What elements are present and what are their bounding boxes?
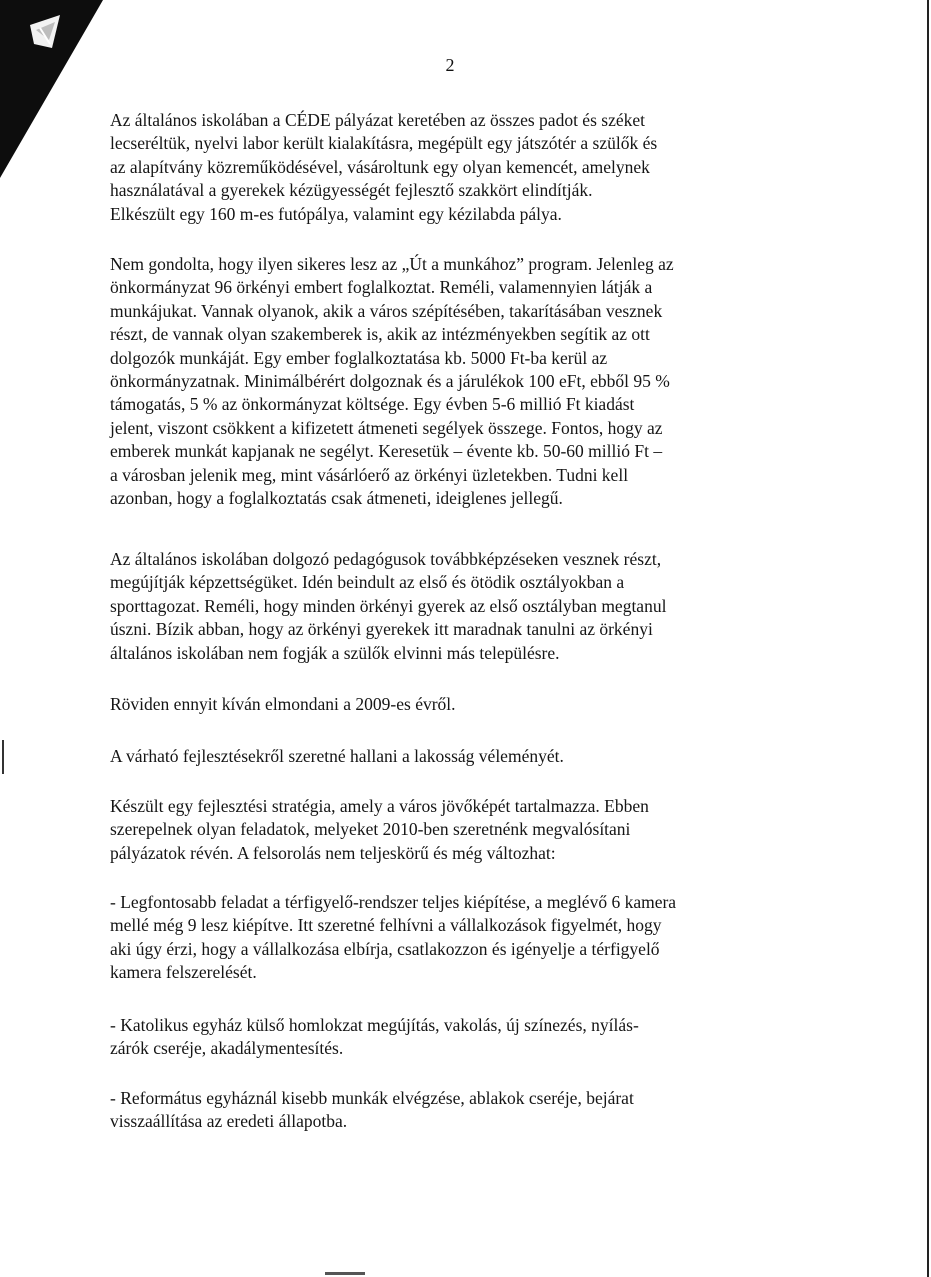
text-line: - Legfontosabb feladat a térfigyelő-rendszer teljes kiépítése, a meglévő 6 kamera	[110, 892, 677, 912]
text-line: azonban, hogy a foglalkoztatás csak átmeneti, ideiglenes jellegű.	[110, 488, 563, 509]
text-line: jelent, viszont csökkent a kifizetett átmeneti segélyek összege. Fontos, hogy az	[110, 417, 663, 438]
text-line: mellé még 9 lesz kiépítve. Itt szeretné felhívni a vállalkozások figyelmét, hogy	[110, 915, 662, 936]
page-number: 2	[445, 55, 455, 75]
text-line: részt, de vannak olyan szakemberek is, akik az intézményekben segítik az ott	[110, 324, 650, 345]
text-line: sporttagozat. Reméli, hogy minden örkényi gyerek az első osztályban megtanul	[110, 595, 667, 616]
text-line: szerepelnek olyan feladatok, melyeket 2010-ben szeretnénk megvalósítani	[110, 819, 631, 840]
scan-right-edge	[927, 0, 929, 1277]
text-line: munkájukat. Vannak olyanok, akik a város szépítésében, takarításában vesznek	[110, 300, 663, 321]
text-line: - Katolikus egyház külső homlokzat megújítás, vakolás, új színezés, nyílás-	[110, 1015, 639, 1035]
scan-corner-artifact	[0, 0, 110, 190]
text-line: kamera felszerelését.	[110, 962, 257, 983]
paragraph-expected-developments	[110, 745, 810, 768]
text-line: zárók cseréje, akadálymentesítés.	[110, 1038, 344, 1059]
scan-left-edge-mark	[2, 740, 4, 774]
list-item-reformed-church	[110, 1087, 810, 1134]
text-line: lecseréltük, nyelvi labor került kialakításra, megépült egy játszótér a szülők és	[110, 133, 658, 154]
text-line: úszni. Bízik abban, hogy az örkényi gyerekek itt maradnak tanulni az örkényi	[110, 619, 653, 640]
text-line: támogatás, 5 % az önkormányzat költsége. Egy évben 5-6 millió Ft kiadást	[110, 394, 635, 415]
text-line: Nem gondolta, hogy ilyen sikeres lesz az „Út a munkához” program. Jelenleg az	[110, 254, 674, 274]
text-line: pályázatok révén. A felsorolás nem teljeskörű és még változhat:	[110, 842, 556, 863]
text-line: emberek munkát kapjanak ne segélyt. Keresetük – évente kb. 50-60 millió Ft –	[110, 441, 663, 462]
text-line: A várható fejlesztésekről szeretné hallani a lakosság véleményét.	[110, 746, 564, 766]
paragraph-school-renovation	[110, 109, 810, 226]
text-line: használatával a gyerekek kézügyességét fejlesztő szakkört elindítják.	[110, 180, 593, 201]
text-line: általános iskolában nem fogják a szülők elvinni más településre.	[110, 642, 560, 663]
text-line: Az általános iskolában a CÉDE pályázat keretében az összes padot és széket	[110, 110, 645, 130]
text-line: önkormányzat 96 örkényi embert foglalkoztat. Reméli, valamennyien látják a	[110, 277, 653, 298]
list-item-catholic-church	[110, 1014, 810, 1061]
text-line: dolgozók munkáját. Egy ember foglalkoztatása kb. 5000 Ft-ba kerül az	[110, 347, 608, 368]
list-item-cctv-system	[110, 891, 810, 985]
paragraph-development-strategy	[110, 795, 810, 865]
text-line: Az általános iskolában dolgozó pedagógusok továbbképzéseken vesznek részt,	[110, 549, 662, 569]
paragraph-teachers	[110, 548, 810, 665]
text-line: - Református egyháznál kisebb munkák elvégzése, ablakok cseréje, bejárat	[110, 1088, 634, 1108]
text-line: aki úgy érzi, hogy a vállalkozása elbírja, csatlakozzon és igényelje a térfigyelő	[110, 938, 660, 959]
text-line: Készült egy fejlesztési stratégia, amely a város jövőképét tartalmazza. Ebben	[110, 796, 649, 816]
text-line: megújítják képzettségüket. Idén beindult az első és ötödik osztályokban a	[110, 572, 625, 593]
paragraph-employment-program	[110, 253, 810, 510]
paragraph-summary-2009	[110, 693, 810, 716]
text-line: a városban jelenik meg, mint vásárlóerő az örkényi üzletekben. Tudni kell	[110, 464, 629, 485]
text-line: Röviden ennyit kíván elmondani a 2009-es évről.	[110, 694, 456, 714]
text-line: Elkészült egy 160 m-es futópálya, valamint egy kézilabda pálya.	[110, 203, 562, 224]
text-line: az alapítvány közreműködésével, vásároltunk egy olyan kemencét, amelynek	[110, 156, 650, 177]
text-line: visszaállítása az eredeti állapotba.	[110, 1111, 348, 1132]
text-line: önkormányzatnak. Minimálbérért dolgoznak és a járulékok 100 eFt, ebből 95 %	[110, 371, 670, 392]
scan-bottom-artifact	[325, 1272, 365, 1275]
